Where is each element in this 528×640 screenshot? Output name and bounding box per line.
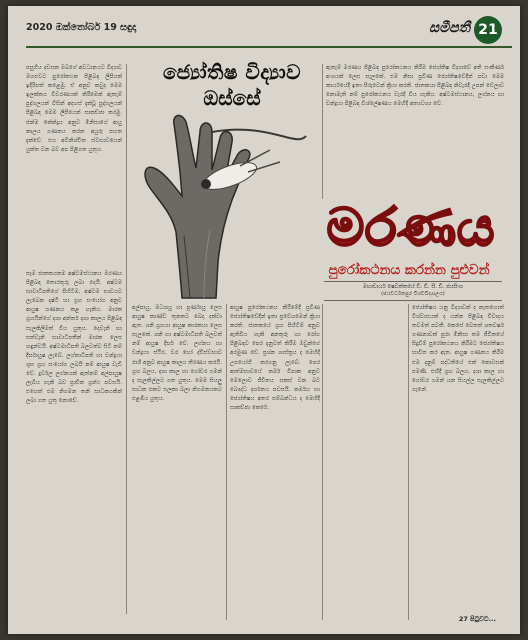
paragraph: ආයුෂ පුරෝකථනය කිරීමේදී ප්‍රවීණ ජ්‍යෝතිෂවේදීන් ඉතා ප්‍රවේශමෙන් ක්‍රියා කරති. ජාතකයේ ග්‍රහ පිහිටීම් අනුව ඇතිවිය හැකි අනතුරු හා රෝග පිළිබඳව පෙර දැනුවත් කිරීම ඔවුන්ගේ අරමුණ වේ. ප්‍රශ්න ශාස්ත්‍රය ද මෙහිදී උපයෝගී කරගනු ලැබේ. පෙර ආත්මභාවයේ කර්ම විපාක අනුව මෙලොව ජීවිතය සකස් වන බව බෞද්ධ දර්ශනය පවසයි. කර්මය හා ජ්‍යෝතිෂය අතර සම්බන්ධය ද මෙහිදී සාකච්ඡා කෙරේ. <box>230 305 320 412</box>
byline-block <box>318 279 508 303</box>
publication-brand: සමීපතී <box>429 20 470 36</box>
byline-rule-bottom <box>324 300 502 301</box>
column-divider <box>322 304 323 620</box>
column-divider <box>126 64 127 614</box>
paragraph: ජ්‍යෝතිෂය යනු විද්‍යාවක් ද නැතහොත් විශ්වාසයක් ද යන්න පිළිබඳ විවාදය තවමත් පවතී. කෙසේ වෙතත් ශතවර්ෂ ගණනාවක් පුරා මිනිසා තම ජීවිතයේ සිදුවීම් පුරෝකථනය කිරීමට ජ්‍යෝතිෂය භාවිත කර ඇත. ආයුෂ ගණනය කිරීම එම දැනුම් පද්ධතියේ එක් කොටසක් පමණි. එහිදී ග්‍රහ බලය, දශා කාල හා ගෝචර ගමන් යන සියල්ල සැලකිල්ලට ගැනේ. <box>412 305 504 393</box>
column-divider <box>408 304 409 620</box>
page-header <box>26 16 512 50</box>
article-column-left <box>26 270 122 612</box>
continued-note: 27 පිටුවට... <box>458 615 496 623</box>
hand-holding-figure-illustration <box>120 102 320 300</box>
column-divider <box>322 64 323 199</box>
issue-date: 2020 ඔක්තෝබර් 19 සඳුදා <box>26 22 137 33</box>
header-rule <box>26 46 512 48</box>
author-name: මහාචාර්ය ෂෙවත්තයේ ඩී. ඩී. සී. ඩී. ජයසිංහ <box>362 284 464 290</box>
paragraph: ඇතැම් මරණය පිළිබඳ පුරෝකථනය කිරීම ජ්‍යෝතිෂ විද්‍යාවේ අති සංකීර්ණ අංශයක් ලෙස සැලකේ. එම නිසා ප්‍රවීණ ජ්‍යෝතිෂවේදීන් පවා මෙම කාර්යයේදී ඉතා සීරුවෙන් ක්‍රියා කරති. ජාතකයා පිළිබඳ නිවැරදි උපන් වේලාව නොමැති නම් පුරෝකථනය වැරදි විය හැකිය. අෂ්ටමස්ථානය, ලග්නය හා චන්ද්‍රයා පිළිබඳ විශ්ලේෂණය මෙහිදී අත්‍යවශ්‍ය වේ. <box>326 65 504 108</box>
article-column-intro <box>26 64 122 262</box>
newspaper-page <box>8 6 520 634</box>
paragraph: සෑම ජාතකයකම අෂ්ටමස්ථානය මරණය පිළිබඳ තොරතුරු ලබා දෙයි. අෂ්ටම භාවාධිපතිගේ පිහිටීම, අෂ්ටම භාවයට ලැබෙන දෘෂ්ටි හා ග්‍රහ සංයෝග අනුව ආයුෂ ගණනය කළ හැකිය. මාරක ග්‍රහයින්ගේ දශා අන්තර් දශා කාලය පිළිබඳ සැලකිලිමත් විය යුතුය. දෙවැනි හා සත්වැනි භාවාධිපතීන් මාරක ලෙස හඳුන්වයි. අෂ්ටමාධිපති බලවත්ව සිටී නම් දීර්ඝායුෂ ලැබේ. ලග්නාධිපති හා චන්ද්‍රයා ශුභ ග්‍රහ සංයෝග ලබයි නම් ආයුෂ වැඩි වේ. දුර්වල ලග්නයක් ඇත්නම් අල්පායුෂ ලැබිය හැකි බව ප්‍රාචීන ග්‍රන්ථ පවසයි. එහෙත් එම නිගමන තනි සාධකයකින් ලබා ගත යුතු නොවේ. <box>26 271 122 405</box>
kicker-line-1: ජ්‍යෝතිෂ විද්‍යාව <box>162 60 302 84</box>
paragraph: අල්පායු, මධ්‍යායු හා පූර්ණායු ලෙස ආයුෂ කාණ්ඩ තුනකට බෙදා දක්වා ඇත. ශනි ග්‍රහයා ආයුෂ කාරකයා ලෙස සැලකේ. ශනි හා අෂ්ටමාධිපති බලවත් නම් ආයුෂ දීර්ඝ වේ. ලග්නය හා චන්ද්‍රයා ස්ථිර, චර හෝ ද්විස්වභාව රාශි අනුව ආයුෂ කාලය තීරණය කරයි. ග්‍රහ බලය, දශා කාල හා ගෝචර ගමන් ද සැලකිල්ලට ගත යුතුය. මෙම සියලු සාධක එකට සලකා බලා නිගමනයකට එළඹිය යුතුය. <box>132 305 222 402</box>
paragraph: පසුගිය දවසක ඔබගේ අවධානයට විද්‍යාව මහළුවට පුරෝකථන පිළිබඳ ලිපියක් ඉදිරිපත් කළෙමු. ඒ අනුව කවුද මෙම ඉලක්කය විවරණයක් කිරීමෙන් ඇතැම් පුද්ගලයන් විසින් අදහස් දැක්වූ පුද්ගලයන් පිළිබඳ මෙම ලිපියෙන් සාකච්ඡා කරමු. ජන්ම කේන්ද්‍රය අනුව මිනිසාගේ ආයු කාලය ගණනය කරන අයුරු පහත දැක්වේ. එය අවිනිශ්චිත ස්වභාවයෙන් යුක්ත වන බව අප පිළිගත යුතුය. <box>26 65 122 153</box>
kicker-line-2: ඔස්සේ <box>203 86 261 110</box>
article-column-top-right <box>326 64 504 199</box>
article-column-right <box>412 304 504 614</box>
article-column-center-right <box>230 304 320 620</box>
page-number-badge: 21 <box>474 16 502 44</box>
main-headline: මරණය <box>326 198 496 258</box>
sub-headline: පුරෝකථනය කරන්න පුළුවන් <box>328 262 490 278</box>
column-divider <box>226 304 227 620</box>
author-affiliation: (ජයවර්ධනපුර විශ්වවිද්‍යාලය) <box>381 291 445 297</box>
article-column-center-left <box>132 304 222 620</box>
byline-rule-top <box>324 281 502 282</box>
